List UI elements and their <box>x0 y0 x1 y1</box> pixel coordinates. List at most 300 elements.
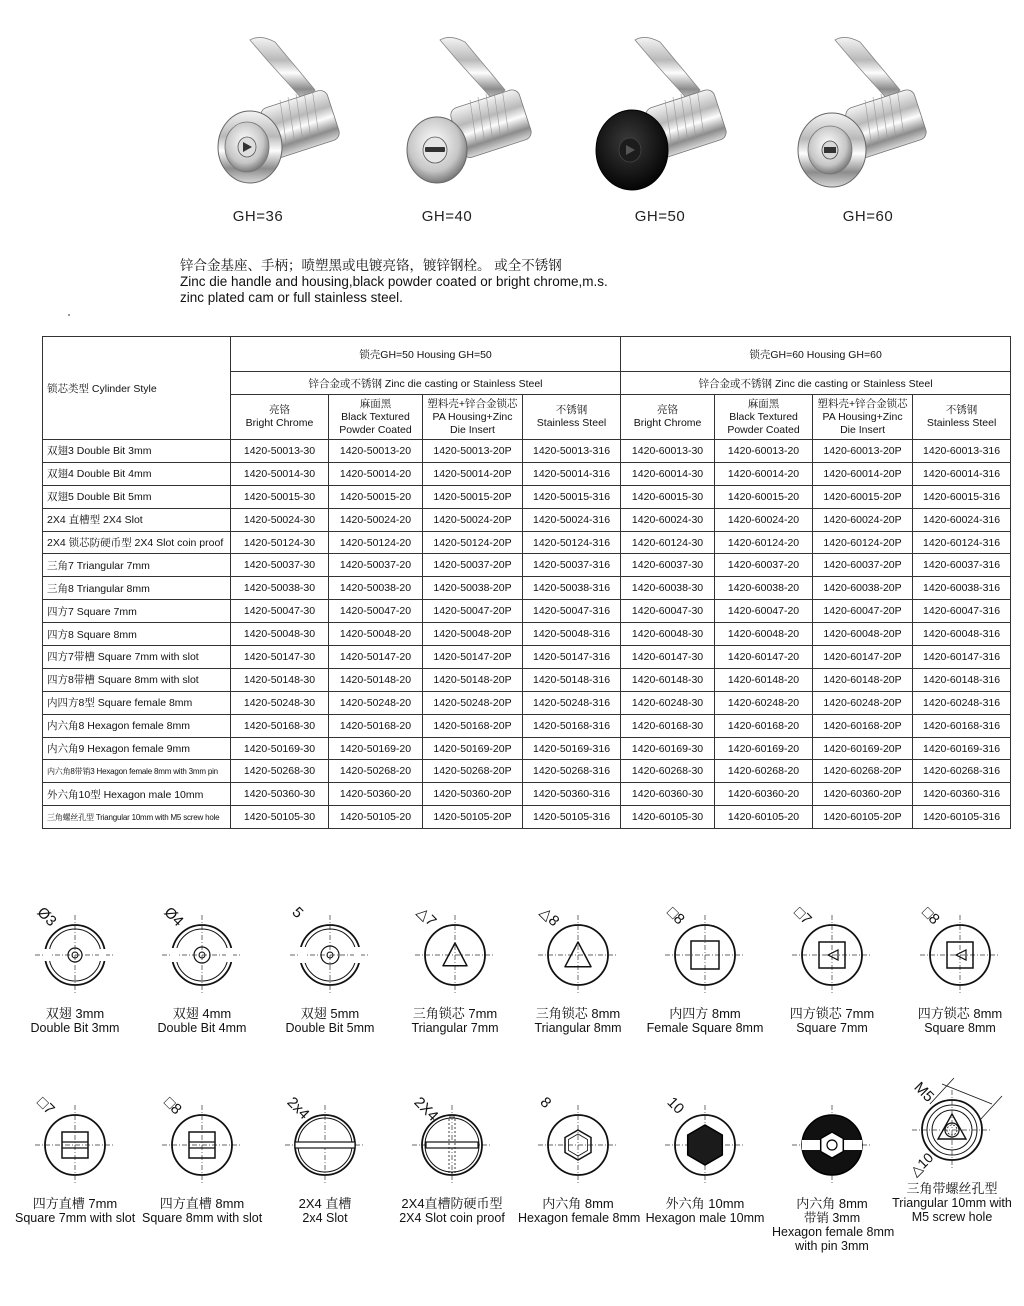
part-number-cell: 1420-60360-30 <box>621 783 715 806</box>
part-number-cell: 1420-50048-20 <box>329 623 423 646</box>
part-number-cell: 1420-50168-316 <box>523 714 621 737</box>
dimension-label: 2x4 <box>283 1093 313 1123</box>
part-number-cell: 1420-60024-316 <box>913 508 1011 531</box>
keyway-diagram-triangular-m5 <box>892 1070 1012 1224</box>
diagram-caption-line: Square 8mm <box>924 1021 996 1035</box>
part-number-cell: 1420-60360-20P <box>813 783 913 806</box>
group-gh60-material: 锌合金或不锈钢 Zinc die casting or Stainless Steel <box>621 372 1011 395</box>
part-number-cell: 1420-60268-20 <box>715 760 813 783</box>
diagram-caption-line: Square 7mm <box>796 1021 868 1035</box>
dimension-label: △8 <box>536 903 563 930</box>
finish-header-line: PA Housing+Zinc <box>822 410 903 423</box>
part-number-cell: 1420-50147-30 <box>231 646 329 669</box>
part-number-cell: 1420-50169-20 <box>329 737 423 760</box>
finish-header-line: 麻面黑 <box>747 397 780 410</box>
table-row <box>43 783 1011 806</box>
keyway-diagram-hex-female-8 <box>518 1085 641 1225</box>
keyway-drawing <box>897 1070 1007 1182</box>
part-number-cell: 1420-60148-30 <box>621 668 715 691</box>
part-number-cell: 1420-60037-30 <box>621 554 715 577</box>
part-number-cell: 1420-50148-30 <box>231 668 329 691</box>
part-number-cell: 1420-50037-30 <box>231 554 329 577</box>
part-number-cell: 1420-60038-30 <box>621 577 715 600</box>
description-en-2: zinc plated cam or full stainless steel. <box>180 290 403 305</box>
part-number-cell: 1420-60038-20 <box>715 577 813 600</box>
table-row <box>43 531 1011 554</box>
keyway-diagram-double-bit-4 <box>142 895 262 1035</box>
part-number-cell: 1420-50014-30 <box>231 462 329 485</box>
diagram-caption-line: 双翅 4mm <box>172 1006 232 1021</box>
diagram-caption-line: 2x4 Slot <box>302 1211 348 1225</box>
keyway-drawing <box>270 1085 380 1197</box>
part-number-cell: 1420-60268-20P <box>813 760 913 783</box>
part-number-cell: 1420-60047-30 <box>621 600 715 623</box>
part-number-cell: 1420-50168-20 <box>329 714 423 737</box>
diagram-caption-line: 双翅 3mm <box>45 1006 105 1021</box>
group-gh50-title: 锁壳GH=50 Housing GH=50 <box>231 337 621 372</box>
part-number-cell: 1420-50024-30 <box>231 508 329 531</box>
part-number-cell: 1420-50024-20P <box>423 508 523 531</box>
part-number-cell: 1420-60015-20P <box>813 485 913 508</box>
part-number-cell: 1420-50169-316 <box>523 737 621 760</box>
part-number-cell: 1420-50105-20P <box>423 806 523 829</box>
diagram-caption-line: 四方锁芯 8mm <box>917 1006 1003 1021</box>
part-number-cell: 1420-60169-30 <box>621 737 715 760</box>
part-number-cell: 1420-50248-20P <box>423 691 523 714</box>
part-number-cell: 1420-50038-30 <box>231 577 329 600</box>
part-number-cell: 1420-50014-316 <box>523 462 621 485</box>
finish-header-line: Die Insert <box>450 423 495 436</box>
dimension-label: Ø4 <box>160 903 187 930</box>
part-number-cell: 1420-60105-20 <box>715 806 813 829</box>
part-number-cell: 1420-60168-30 <box>621 714 715 737</box>
keyway-diagram-double-bit-3 <box>15 895 135 1035</box>
part-number-cell: 1420-50047-20P <box>423 600 523 623</box>
part-number-cell: 1420-60147-20 <box>715 646 813 669</box>
part-number-cell: 1420-50124-316 <box>523 531 621 554</box>
finish-header-line: 亮铬 <box>269 404 290 416</box>
diagram-caption-line: Square 7mm with slot <box>15 1211 136 1225</box>
finish-header-line: Bright Chrome <box>633 417 702 429</box>
dimension-label: 5 <box>288 903 307 922</box>
part-number-cell: 1420-60248-316 <box>913 691 1011 714</box>
part-number-cell: 1420-60015-20 <box>715 485 813 508</box>
diagram-caption-line: Triangular 8mm <box>534 1021 622 1035</box>
dimension-label: △7 <box>413 903 440 930</box>
part-number-cell: 1420-50048-20P <box>423 623 523 646</box>
part-number-cell: 1420-50169-30 <box>231 737 329 760</box>
finish-header-line: Powder Coated <box>727 423 800 436</box>
dimension-label-2: △10 <box>906 1149 937 1180</box>
diagram-caption-line: Hexagon female 8mm <box>772 1225 895 1239</box>
dimension-label: □8 <box>918 903 943 929</box>
part-number-cell: 1420-60047-20P <box>813 600 913 623</box>
diagram-caption-line: 四方锁芯 7mm <box>789 1006 875 1021</box>
dimension-label: □7 <box>33 1093 58 1119</box>
finish-header-line: Black Textured <box>729 410 798 423</box>
part-number-cell: 1420-50047-30 <box>231 600 329 623</box>
finish-header <box>423 395 523 440</box>
diagram-caption-line: 2X4直槽防硬币型 <box>401 1196 503 1211</box>
part-number-cell: 1420-60360-20 <box>715 783 813 806</box>
diagram-caption-line: Hexagon female 8mm <box>518 1211 641 1225</box>
part-number-cell: 1420-50268-316 <box>523 760 621 783</box>
product-photo-gh50 <box>590 20 740 205</box>
diagram-caption-line: 三角锁芯 7mm <box>412 1006 498 1021</box>
part-number-cell: 1420-60124-20 <box>715 531 813 554</box>
part-number-cell: 1420-60037-20 <box>715 554 813 577</box>
keyway-diagram-hex-male-10 <box>645 1085 765 1225</box>
cylinder-style-cell: 内六角8带销3 Hexagon female 8mm with 3mm pin <box>43 760 231 783</box>
cylinder-style-cell: 内六角9 Hexagon female 9mm <box>43 737 231 760</box>
part-number-cell: 1420-60268-30 <box>621 760 715 783</box>
diagram-caption-line: Hexagon male 10mm <box>645 1211 765 1225</box>
finish-header <box>523 395 621 440</box>
stray-dot <box>68 314 70 316</box>
table-row <box>43 714 1011 737</box>
diagram-caption-line: 带销 3mm <box>803 1211 861 1225</box>
part-number-cell: 1420-50013-20 <box>329 440 423 463</box>
part-number-cell: 1420-60015-30 <box>621 485 715 508</box>
cylinder-style-cell: 四方7带槽 Square 7mm with slot <box>43 646 231 669</box>
part-number-cell: 1420-50147-20 <box>329 646 423 669</box>
cylinder-style-cell: 四方8 Square 8mm <box>43 623 231 646</box>
part-number-cell: 1420-50048-30 <box>231 623 329 646</box>
part-number-cell: 1420-60169-20 <box>715 737 813 760</box>
part-number-cell: 1420-50105-20 <box>329 806 423 829</box>
keyway-drawing <box>147 895 257 1007</box>
part-number-cell: 1420-60148-20P <box>813 668 913 691</box>
part-number-cell: 1420-60105-316 <box>913 806 1011 829</box>
table-row <box>43 577 1011 600</box>
finish-header-line: Powder Coated <box>339 423 412 436</box>
keyway-diagram-double-bit-5 <box>270 895 390 1035</box>
part-number-cell: 1420-50024-316 <box>523 508 621 531</box>
part-number-cell: 1420-60014-20 <box>715 462 813 485</box>
part-number-cell: 1420-50169-20P <box>423 737 523 760</box>
dimension-label: □8 <box>160 1093 185 1119</box>
product-photo-gh40 <box>395 20 545 205</box>
keyway-diagram-square-7 <box>772 895 892 1035</box>
part-number-cell: 1420-50268-20P <box>423 760 523 783</box>
diagram-caption-line: 四方直槽 7mm <box>32 1196 118 1211</box>
keyway-drawing <box>20 1085 130 1197</box>
part-number-cell: 1420-60168-316 <box>913 714 1011 737</box>
diagram-caption-line: 三角锁芯 8mm <box>535 1006 621 1021</box>
part-number-cell: 1420-50014-20 <box>329 462 423 485</box>
dimension-label: □8 <box>663 903 688 929</box>
part-number-cell: 1420-60038-316 <box>913 577 1011 600</box>
part-number-cell: 1420-60024-20 <box>715 508 813 531</box>
diagram-caption-line: 双翅 5mm <box>300 1006 360 1021</box>
part-number-cell: 1420-50168-20P <box>423 714 523 737</box>
part-number-cell: 1420-60047-20 <box>715 600 813 623</box>
part-number-cell: 1420-60360-316 <box>913 783 1011 806</box>
part-number-cell: 1420-50148-20P <box>423 668 523 691</box>
part-number-cell: 1420-60124-30 <box>621 531 715 554</box>
finish-header <box>231 395 329 440</box>
keyway-drawing <box>400 895 510 1007</box>
diagram-caption-line: Square 8mm with slot <box>142 1211 263 1225</box>
keyway-diagram-hex-female-8-pin <box>772 1085 895 1253</box>
cylinder-style-cell: 三角8 Triangular 8mm <box>43 577 231 600</box>
diagram-caption-line: 外六角 10mm <box>665 1196 745 1211</box>
diagram-caption-line: Double Bit 3mm <box>30 1021 120 1035</box>
finish-header-line: 不锈钢 <box>945 404 978 416</box>
table-row <box>43 691 1011 714</box>
diagram-caption-line: Double Bit 4mm <box>157 1021 247 1035</box>
table-row <box>43 554 1011 577</box>
cylinder-style-cell: 三角7 Triangular 7mm <box>43 554 231 577</box>
cylinder-style-cell: 四方7 Square 7mm <box>43 600 231 623</box>
diagram-caption-line: 内六角 8mm <box>542 1196 614 1211</box>
table-row <box>43 806 1011 829</box>
part-number-cell: 1420-60148-20 <box>715 668 813 691</box>
keyway-diagram-square-8 <box>900 895 1020 1035</box>
cylinder-style-cell: 四方8带槽 Square 8mm with slot <box>43 668 231 691</box>
part-number-cell: 1420-50147-316 <box>523 646 621 669</box>
part-number-cell: 1420-60037-316 <box>913 554 1011 577</box>
finish-header <box>813 395 913 440</box>
part-number-cell: 1420-50037-316 <box>523 554 621 577</box>
gh36-label: GH=36 <box>232 208 284 225</box>
table-row <box>43 668 1011 691</box>
part-number-cell: 1420-60013-30 <box>621 440 715 463</box>
part-number-cell: 1420-50360-316 <box>523 783 621 806</box>
part-number-cell: 1420-50268-30 <box>231 760 329 783</box>
part-number-cell: 1420-50024-20 <box>329 508 423 531</box>
part-number-cell: 1420-50013-20P <box>423 440 523 463</box>
part-number-cell: 1420-60124-20P <box>813 531 913 554</box>
part-number-cell: 1420-50248-30 <box>231 691 329 714</box>
table-row <box>43 462 1011 485</box>
diagram-caption-line: 2X4 直槽 <box>298 1196 352 1211</box>
part-number-cell: 1420-60024-20P <box>813 508 913 531</box>
cylinder-style-cell: 内四方8型 Square female 8mm <box>43 691 231 714</box>
part-number-cell: 1420-50148-316 <box>523 668 621 691</box>
cylinder-style-header: 锁芯类型 Cylinder Style <box>43 337 231 440</box>
part-number-cell: 1420-60014-20P <box>813 462 913 485</box>
part-number-cell: 1420-50105-316 <box>523 806 621 829</box>
part-number-cell: 1420-60105-30 <box>621 806 715 829</box>
part-number-cell: 1420-50124-20 <box>329 531 423 554</box>
part-number-cell: 1420-60148-316 <box>913 668 1011 691</box>
part-number-cell: 1420-50124-20P <box>423 531 523 554</box>
table-row <box>43 737 1011 760</box>
part-number-cell: 1420-60015-316 <box>913 485 1011 508</box>
gh40-label: GH=40 <box>421 208 473 225</box>
part-number-cell: 1420-50148-20 <box>329 668 423 691</box>
part-number-cell: 1420-50168-30 <box>231 714 329 737</box>
part-number-cell: 1420-50015-30 <box>231 485 329 508</box>
cylinder-style-cell: 双翅3 Double Bit 3mm <box>43 440 231 463</box>
diagram-caption-line: Female Square 8mm <box>646 1021 764 1035</box>
finish-header <box>913 395 1011 440</box>
cylinder-style-cell: 内六角8 Hexagon female 8mm <box>43 714 231 737</box>
table-row <box>43 508 1011 531</box>
table-row <box>43 623 1011 646</box>
keyway-drawing <box>777 895 887 1007</box>
gh50-label: GH=50 <box>634 208 686 225</box>
keyway-drawing <box>523 1085 633 1197</box>
gh60-label: GH=60 <box>842 208 894 225</box>
keyway-drawing <box>905 895 1015 1007</box>
cylinder-style-cell: 三角螺丝孔型 Triangular 10mm with M5 screw hole <box>43 806 231 829</box>
finish-header-line: Black Textured <box>341 410 410 423</box>
cylinder-style-cell: 双翅5 Double Bit 5mm <box>43 485 231 508</box>
keyway-diagram-square-7-slot <box>15 1085 135 1225</box>
part-number-cell: 1420-60013-316 <box>913 440 1011 463</box>
finish-header-line: 麻面黑 <box>359 397 392 410</box>
part-number-cell: 1420-60147-30 <box>621 646 715 669</box>
group-gh50-material: 锌合金或不锈钢 Zinc die casting or Stainless Steel <box>231 372 621 395</box>
part-number-cell: 1420-60014-316 <box>913 462 1011 485</box>
part-number-cell: 1420-50248-20 <box>329 691 423 714</box>
part-number-cell: 1420-60024-30 <box>621 508 715 531</box>
finish-header-line: Stainless Steel <box>926 417 997 429</box>
finish-header-line: Bright Chrome <box>245 417 314 429</box>
finish-header-line: 不锈钢 <box>555 404 588 416</box>
part-number-cell: 1420-50015-20P <box>423 485 523 508</box>
part-number-cell: 1420-50360-20P <box>423 783 523 806</box>
dimension-label: M5 <box>910 1078 938 1106</box>
part-number-cell: 1420-50105-30 <box>231 806 329 829</box>
part-number-cell: 1420-50015-20 <box>329 485 423 508</box>
part-number-cell: 1420-50047-316 <box>523 600 621 623</box>
table-row <box>43 485 1011 508</box>
keyway-diagram-square-8-slot <box>142 1085 262 1225</box>
part-number-cell: 1420-60038-20P <box>813 577 913 600</box>
part-number-cell: 1420-50048-316 <box>523 623 621 646</box>
part-number-cell: 1420-60147-20P <box>813 646 913 669</box>
dimension-label: Ø3 <box>33 903 60 930</box>
part-number-cell: 1420-60248-20P <box>813 691 913 714</box>
table-row <box>43 440 1011 463</box>
part-number-cell: 1420-60048-30 <box>621 623 715 646</box>
keyway-drawing <box>650 895 760 1007</box>
part-number-cell: 1420-50037-20 <box>329 554 423 577</box>
part-number-cell: 1420-60147-316 <box>913 646 1011 669</box>
cylinder-style-cell: 2X4 锁芯防硬币型 2X4 Slot coin proof <box>43 531 231 554</box>
dimension-label: 8 <box>536 1093 555 1112</box>
part-number-cell: 1420-60013-20 <box>715 440 813 463</box>
part-number-cell: 1420-50360-20 <box>329 783 423 806</box>
part-number-cell: 1420-50015-316 <box>523 485 621 508</box>
keyway-diagram-female-square-8 <box>645 895 765 1035</box>
part-number-cell: 1420-60048-316 <box>913 623 1011 646</box>
keyway-drawing <box>147 1085 257 1197</box>
keyway-drawing <box>275 895 385 1007</box>
part-number-cell: 1420-60048-20 <box>715 623 813 646</box>
keyway-diagram-triangular-8 <box>518 895 638 1035</box>
table-row <box>43 760 1011 783</box>
part-number-cell: 1420-60168-20P <box>813 714 913 737</box>
part-number-cell: 1420-60105-20P <box>813 806 913 829</box>
cylinder-style-cell: 双翅4 Double Bit 4mm <box>43 462 231 485</box>
finish-header-line: 塑料壳+锌合金锁芯 <box>427 397 518 410</box>
part-number-cell: 1420-60169-316 <box>913 737 1011 760</box>
table-row <box>43 646 1011 669</box>
diagram-caption-line: 2X4 Slot coin proof <box>399 1211 505 1225</box>
part-number-cell: 1420-60048-20P <box>813 623 913 646</box>
part-number-cell: 1420-60248-20 <box>715 691 813 714</box>
finish-header-line: PA Housing+Zinc <box>432 410 513 423</box>
diagram-caption-line: Double Bit 5mm <box>285 1021 375 1035</box>
part-number-cell: 1420-60169-20P <box>813 737 913 760</box>
part-number-cell: 1420-50147-20P <box>423 646 523 669</box>
part-number-cell: 1420-50037-20P <box>423 554 523 577</box>
part-number-table <box>42 336 1011 829</box>
cylinder-style-cell: 外六角10型 Hexagon male 10mm <box>43 783 231 806</box>
part-number-cell: 1420-60124-316 <box>913 531 1011 554</box>
part-number-cell: 1420-60268-316 <box>913 760 1011 783</box>
part-number-cell: 1420-50014-20P <box>423 462 523 485</box>
part-number-cell: 1420-50047-20 <box>329 600 423 623</box>
keyway-diagram-slot-2x4-coin <box>392 1085 512 1225</box>
part-number-cell: 1420-50124-30 <box>231 531 329 554</box>
part-number-cell: 1420-50248-316 <box>523 691 621 714</box>
finish-header <box>715 395 813 440</box>
keyway-drawing <box>777 1085 887 1197</box>
part-number-cell: 1420-60047-316 <box>913 600 1011 623</box>
part-number-cell: 1420-60037-20P <box>813 554 913 577</box>
diagram-caption-line: Triangular 7mm <box>411 1021 499 1035</box>
group-gh60-title: 锁壳GH=60 Housing GH=60 <box>621 337 1011 372</box>
keyway-diagram-slot-2x4 <box>265 1085 385 1225</box>
part-number-cell: 1420-50038-20P <box>423 577 523 600</box>
keyway-drawing <box>397 1085 507 1197</box>
diagram-caption-line: 内六角 8mm <box>796 1196 868 1211</box>
finish-header <box>329 395 423 440</box>
diagram-caption-line: 三角带螺丝孔型 <box>906 1181 998 1196</box>
part-number-cell: 1420-60013-20P <box>813 440 913 463</box>
diagram-caption-line: with pin 3mm <box>795 1239 869 1253</box>
dimension-label: 10 <box>663 1093 688 1118</box>
cylinder-style-cell: 2X4 直槽型 2X4 Slot <box>43 508 231 531</box>
table-row <box>43 600 1011 623</box>
finish-header-line: 亮铬 <box>657 404 679 416</box>
finish-header-line: 塑料壳+锌合金锁芯 <box>817 397 908 410</box>
diagram-caption-line: 四方直槽 8mm <box>159 1196 245 1211</box>
part-number-cell: 1420-60014-30 <box>621 462 715 485</box>
product-photo-gh36 <box>205 20 355 205</box>
diagram-caption-line: M5 screw hole <box>911 1210 993 1224</box>
description-cn: 锌合金基座、手柄；喷塑黑或电镀亮铬，镀锌钢栓。 或全不锈钢 <box>180 258 562 273</box>
part-number-cell: 1420-50013-316 <box>523 440 621 463</box>
part-number-cell: 1420-60248-30 <box>621 691 715 714</box>
keyway-drawing <box>20 895 130 1007</box>
dimension-label: □7 <box>790 903 815 929</box>
description-en-1: Zinc die handle and housing,black powder coated or bright chrome,m.s. <box>180 274 608 289</box>
keyway-drawing <box>523 895 633 1007</box>
part-number-cell: 1420-50268-20 <box>329 760 423 783</box>
part-number-cell: 1420-50038-20 <box>329 577 423 600</box>
part-number-cell: 1420-50013-30 <box>231 440 329 463</box>
part-number-cell: 1420-50360-30 <box>231 783 329 806</box>
diagram-caption-line: Triangular 10mm with <box>892 1196 1012 1210</box>
finish-header <box>621 395 715 440</box>
part-number-cell: 1420-50038-316 <box>523 577 621 600</box>
dimension-label: 2X4 <box>410 1093 442 1125</box>
keyway-drawing <box>650 1085 760 1197</box>
product-photo-gh60 <box>790 20 940 205</box>
finish-header-line: Stainless Steel <box>536 417 607 429</box>
material-description <box>180 258 800 306</box>
part-number-cell: 1420-60168-20 <box>715 714 813 737</box>
keyway-diagram-triangular-7 <box>395 895 515 1035</box>
finish-header-line: Die Insert <box>840 423 886 436</box>
diagram-caption-line: 内四方 8mm <box>669 1006 741 1021</box>
